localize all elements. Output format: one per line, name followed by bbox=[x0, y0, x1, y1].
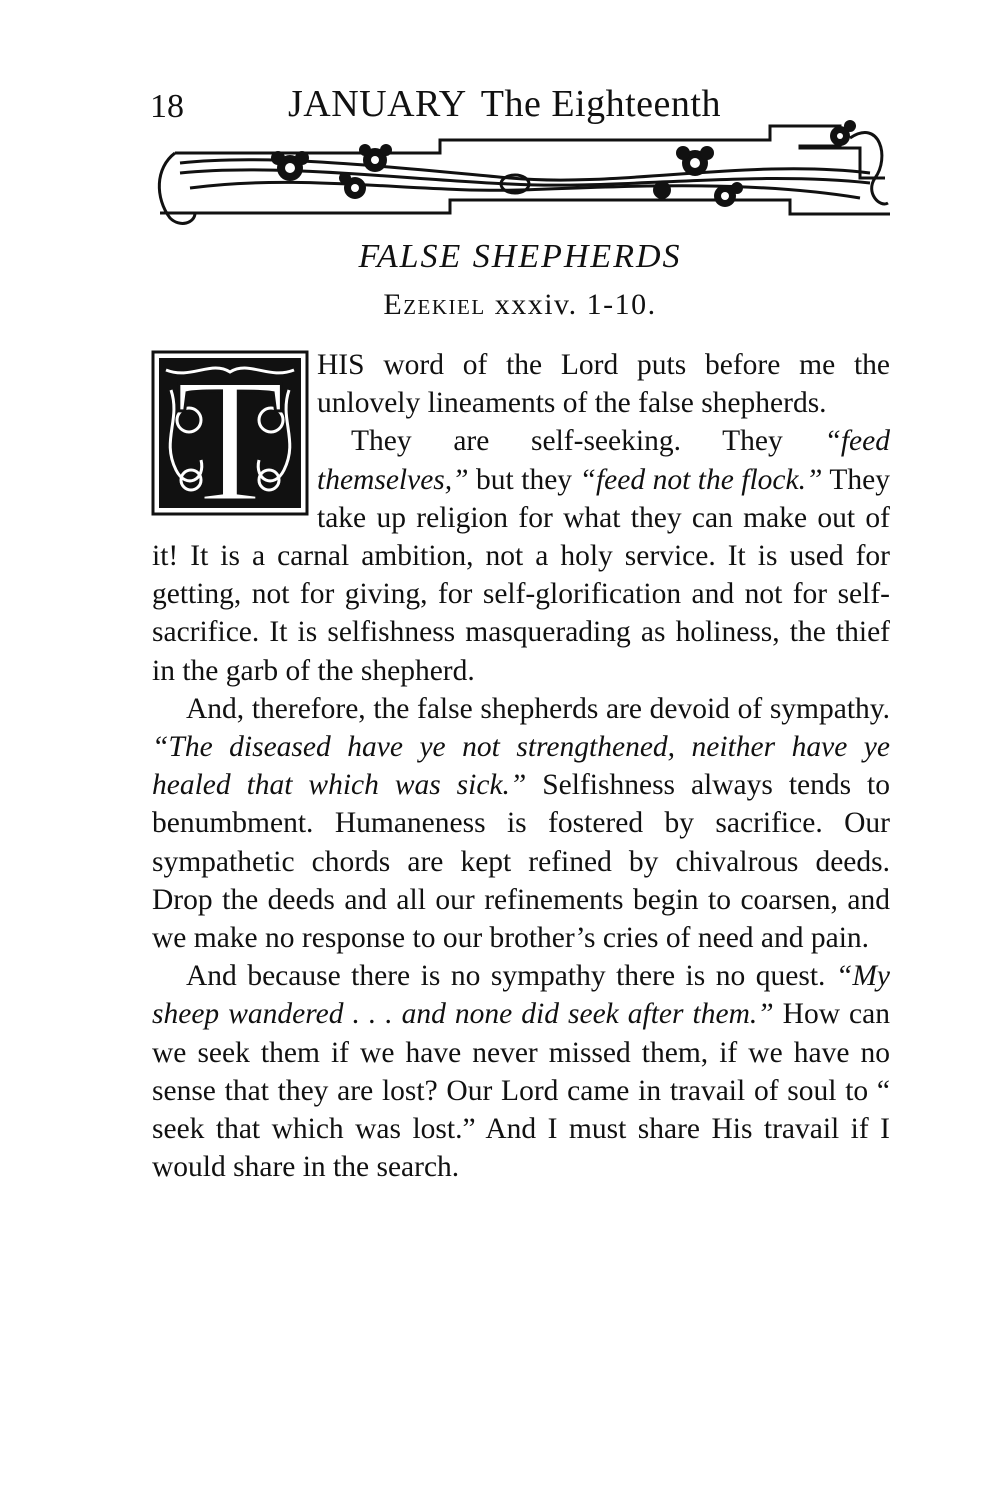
floral-header-ornament bbox=[150, 118, 890, 238]
ornamental-dropcap bbox=[151, 350, 309, 516]
paragraph-2-text-b: but they bbox=[468, 463, 580, 496]
paragraph-1: HIS word of the Lord puts before me the unlovely lineaments of the false shepherds. bbox=[317, 349, 890, 420]
paragraph-2-text-c: They take up religion for what they can make out of it! It is a carnal ambition, not a holy service. It is used for getting, not for giving, for self-glorification and not for self-sacrifice. It is selfishness masquerading as holiness, the thief in the garb of the shepherd. bbox=[152, 463, 890, 687]
paragraph-2-text-a: They are self-seeking. They bbox=[351, 425, 825, 458]
paragraph-4-text-a: And because there is no sympathy there is no quest. bbox=[186, 960, 836, 993]
paragraph-3 bbox=[152, 690, 890, 957]
paragraph-3-text-a: And, therefore, the false shepherds are devoid of sympathy. bbox=[186, 692, 890, 725]
scripture-chapter-verse: xxxiv. 1-10. bbox=[494, 288, 657, 321]
dropcap-letter: T bbox=[175, 350, 285, 516]
paragraph-4-quote: “My sheep wandered . . . and none did seek after them.” bbox=[152, 960, 890, 1031]
article-body bbox=[152, 346, 890, 1186]
paragraph-3-text-b: Selfishness always tends to benumbment. Humaneness is fostered by sacrifice. Our sympathetic chords are kept refined by chivalrous deeds. Drop the deeds and all our refinements begin to coarsen, and we make no response to our brother’s cries of need and pain. bbox=[152, 769, 890, 955]
header-day: The Eighteenth bbox=[480, 83, 721, 125]
paragraph-4 bbox=[152, 957, 890, 1186]
article-title: FALSE SHEPHERDS bbox=[358, 238, 682, 275]
scripture-reference bbox=[0, 288, 1000, 322]
paragraph-2-quote-1: “feed themselves,” bbox=[317, 425, 890, 496]
header-month: JANUARY bbox=[288, 83, 467, 125]
paragraph-4-text-b: How can we seek them if we have never missed them, if we have no sense that they are lost? Our Lord came in travail of soul to “ seek that which was lost.” And I must share His travail if I would share in the search. bbox=[152, 998, 890, 1184]
scripture-book: Ezekiel bbox=[383, 288, 486, 321]
page-number: 18 bbox=[150, 88, 184, 125]
paragraph-2-quote-2: “feed not the flock.” bbox=[579, 463, 823, 496]
paragraph-3-quote: “The diseased have ye not strengthened, neither have ye healed that which was sick.” bbox=[152, 731, 890, 802]
